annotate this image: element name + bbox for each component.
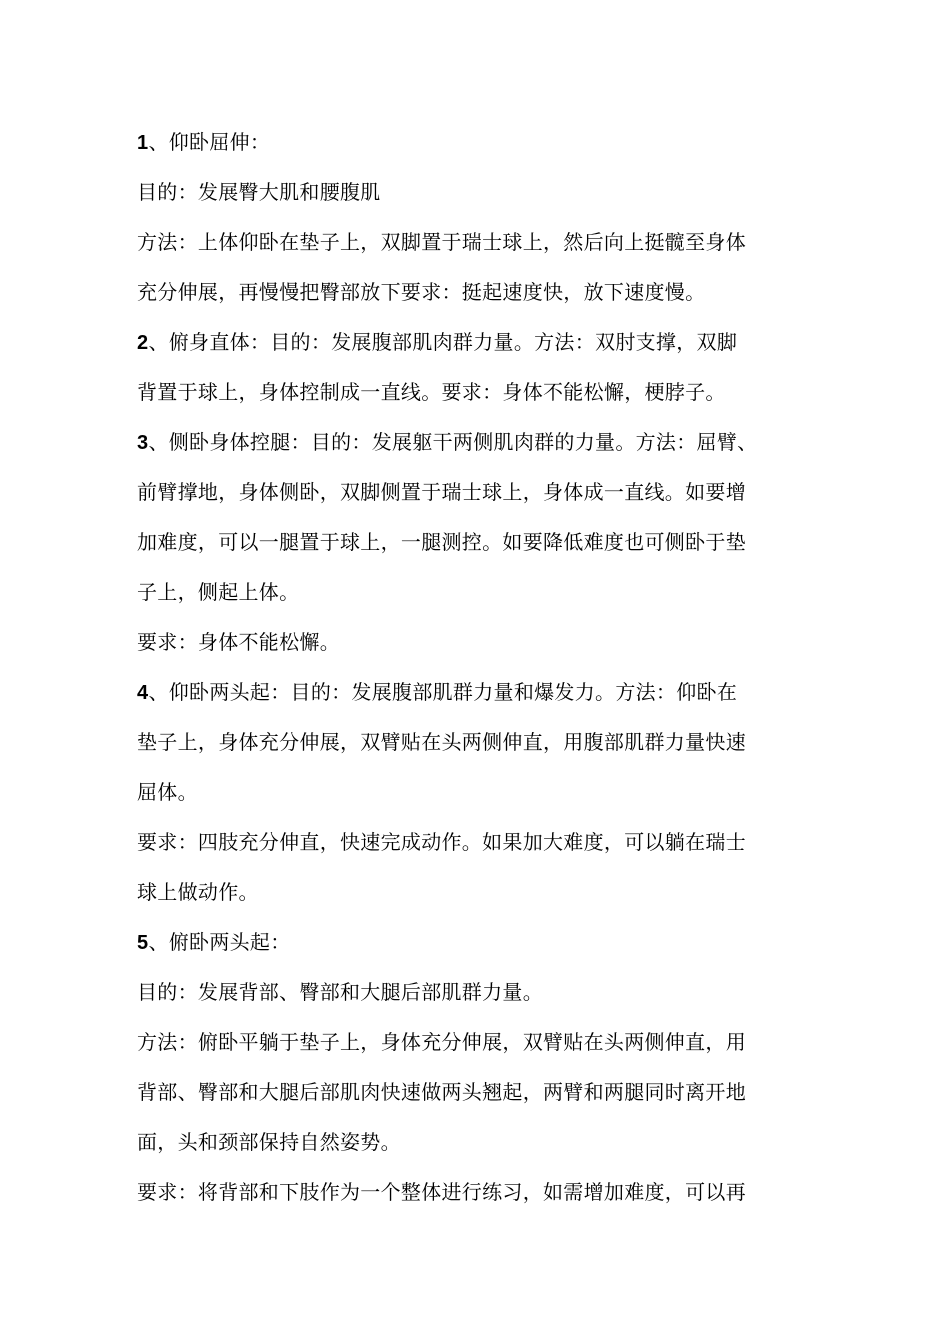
- text-line: 球上做动作。: [137, 880, 259, 904]
- text-line: 背置于球上，身体控制成一直线。要求：身体不能松懈，梗脖子。: [137, 380, 726, 404]
- text-line: 子上，侧起上体。: [137, 580, 300, 604]
- item-number: 5: [137, 932, 149, 954]
- heading-text: 、侧卧身体控腿：目的：发展躯干两侧肌肉群的力量。方法：屈臂、: [148, 430, 758, 454]
- text-line: 方法：俯卧平躺于垫子上，身体充分伸展，双臂贴在头两侧伸直，用: [137, 1030, 746, 1054]
- text-line: 前臂撑地，身体侧卧，双脚侧置于瑞士球上，身体成一直线。如要增: [137, 480, 746, 504]
- heading-item-3: [137, 427, 817, 457]
- text-line: 要求：四肢充分伸直，快速完成动作。如果加大难度，可以躺在瑞士: [137, 830, 746, 854]
- text-line: 背部、臀部和大腿后部肌肉快速做两头翘起，两臂和两腿同时离开地: [137, 1080, 746, 1104]
- text-line: 要求：身体不能松懈。: [137, 630, 340, 654]
- heading-item-1: [137, 127, 817, 157]
- text-line: 方法：上体仰卧在垫子上，双脚置于瑞士球上，然后向上挺髋至身体: [137, 230, 746, 254]
- heading-item-4: [137, 677, 817, 707]
- heading-text: 、仰卧屈伸：: [148, 130, 271, 154]
- text-line: 加难度，可以一腿置于球上，一腿测控。如要降低难度也可侧卧于垫: [137, 530, 746, 554]
- text-line: 充分伸展，再慢慢把臀部放下要求：挺起速度快，放下速度慢。: [137, 280, 706, 304]
- heading-item-2: [137, 327, 817, 357]
- text-line: 目的：发展背部、臀部和大腿后部肌群力量。: [137, 980, 543, 1004]
- item-number: 2: [137, 332, 149, 354]
- text-line: 垫子上，身体充分伸展，双臂贴在头两侧伸直，用腹部肌群力量快速: [137, 730, 746, 754]
- heading-text: 、俯身直体：目的：发展腹部肌肉群力量。方法：双肘支撑，双脚: [148, 330, 738, 354]
- heading-text: 、仰卧两头起：目的：发展腹部肌群力量和爆发力。方法：仰卧在: [148, 680, 738, 704]
- item-number: 3: [137, 432, 149, 454]
- heading-text: 、俯卧两头起：: [148, 930, 291, 954]
- item-number: 1: [137, 132, 149, 154]
- heading-item-5: [137, 927, 817, 957]
- text-line: 面，头和颈部保持自然姿势。: [137, 1130, 401, 1154]
- document-body: [137, 127, 817, 1227]
- text-line: 要求：将背部和下肢作为一个整体进行练习，如需增加难度，可以再: [137, 1180, 746, 1204]
- text-line: 屈体。: [137, 780, 198, 804]
- text-line: 目的：发展臀大肌和腰腹肌: [137, 180, 381, 204]
- item-number: 4: [137, 682, 149, 704]
